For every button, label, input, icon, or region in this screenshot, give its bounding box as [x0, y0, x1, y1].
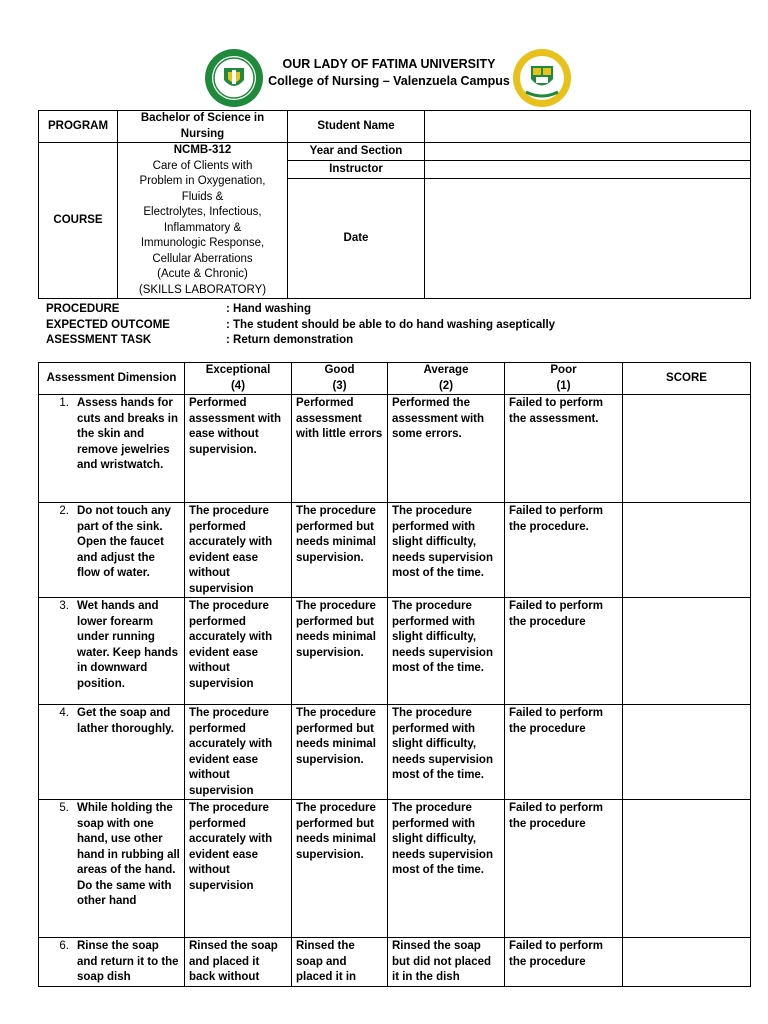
dimension-text: Get the soap and lather thoroughly.	[77, 707, 174, 735]
header-exceptional	[185, 363, 292, 395]
exceptional-cell: Performed assessment with ease without supervision.	[185, 395, 292, 503]
poor-cell: Failed to perform the procedure.	[505, 503, 623, 598]
course-title-line: Problem in Oxygenation,	[139, 175, 266, 187]
course-details	[118, 143, 288, 299]
header-average	[388, 363, 505, 395]
good-cell: The procedure performed but needs minimal supervision.	[292, 705, 388, 800]
exceptional-cell: The procedure performed accurately with evident ease without supervision	[185, 503, 292, 598]
nursing-crest-icon	[512, 48, 572, 108]
average-cell: Performed the assessment with some errors.	[388, 395, 505, 503]
table-row	[39, 598, 751, 705]
score-field[interactable]	[623, 938, 751, 987]
course-title-line: (SKILLS LABORATORY)	[138, 283, 267, 296]
course-title-line: Care of Clients with	[152, 159, 253, 172]
date-field[interactable]	[425, 179, 751, 299]
course-title-line: Electrolytes, Infectious,	[143, 206, 262, 218]
exceptional-cell: The procedure performed accurately with evident ease without supervision	[185, 800, 292, 938]
student-name-label: Student Name	[288, 111, 425, 143]
info-table	[38, 110, 751, 299]
row-number: 3.	[59, 600, 69, 612]
student-name-field[interactable]	[425, 111, 751, 143]
task-label: ASESSMENT TASK	[46, 334, 152, 346]
average-cell: The procedure performed with slight difficulty, needs supervision most of the time.	[388, 800, 505, 938]
program-label: PROGRAM	[39, 111, 118, 143]
poor-cell: Failed to perform the assessment.	[505, 395, 623, 503]
course-label: COURSE	[39, 143, 118, 299]
row-number: 5.	[59, 802, 69, 814]
procedure-label: PROCEDURE	[46, 303, 120, 315]
score-field[interactable]	[623, 705, 751, 800]
dimension-cell	[39, 800, 185, 938]
score-field[interactable]	[623, 503, 751, 598]
year-section-field[interactable]	[425, 143, 751, 161]
table-row	[39, 938, 751, 987]
header-poor-label: Poor	[550, 364, 577, 376]
college-name: College of Nursing – Valenzuela Campus	[268, 74, 510, 88]
rubric-table	[38, 362, 751, 987]
course-title-line: Cellular Aberrations	[152, 252, 253, 265]
table-row	[39, 503, 751, 598]
outcome-value: : The student should be able to do hand washing aseptically	[226, 318, 556, 331]
good-cell: The procedure performed but needs minimal supervision.	[292, 503, 388, 598]
row-number: 4.	[59, 707, 69, 719]
header-dimension: Assessment Dimension	[39, 363, 185, 395]
dimension-cell	[39, 598, 185, 705]
course-title-line: Inflammatory &	[163, 221, 242, 234]
average-cell: The procedure performed with slight difficulty, needs supervision most of the time.	[388, 705, 505, 800]
good-cell: The procedure performed but needs minimal supervision.	[292, 598, 388, 705]
good-cell: Rinsed the soap and placed it in	[292, 938, 388, 987]
header-poor	[505, 363, 623, 395]
dimension-text: Assess hands for cuts and breaks in the skin and remove jewelries and wristwatch.	[77, 397, 178, 471]
exceptional-cell: The procedure performed accurately with evident ease without supervision	[185, 705, 292, 800]
header-exceptional-label: Exceptional	[205, 364, 271, 376]
dimension-text: Wet hands and lower forearm under running water. Keep hands in downward position.	[77, 600, 178, 690]
header-score: SCORE	[623, 363, 751, 395]
task-value: : Return demonstration	[226, 334, 354, 346]
good-cell: The procedure performed but needs minimal supervision.	[292, 800, 388, 938]
dimension-cell	[39, 395, 185, 503]
average-cell: The procedure performed with slight difficulty, needs supervision most of the time.	[388, 598, 505, 705]
score-field[interactable]	[623, 395, 751, 503]
dimension-cell	[39, 503, 185, 598]
header-average-label: Average	[423, 364, 469, 376]
average-cell: The procedure performed with slight difficulty, needs supervision most of the time.	[388, 503, 505, 598]
row-number: 2.	[59, 505, 69, 517]
university-name: OUR LADY OF FATIMA UNIVERSITY	[282, 57, 496, 71]
dimension-text: Rinse the soap and return it to the soap dish	[77, 940, 179, 983]
procedure-value: : Hand washing	[226, 303, 311, 315]
instructor-field[interactable]	[425, 161, 751, 179]
dimension-text: While holding the soap with one hand, use other hand in rubbing all areas of the hand. Do the same with other hand	[77, 802, 180, 907]
header-good-label: Good	[324, 364, 355, 376]
procedure-block	[46, 302, 746, 349]
course-title-line: Fluids &	[181, 190, 224, 203]
exceptional-cell: The procedure performed accurately with evident ease without supervision	[185, 598, 292, 705]
average-cell: Rinsed the soap but did not placed it in the dish	[388, 938, 505, 987]
outcome-label: EXPECTED OUTCOME	[46, 318, 170, 331]
header-poor-points: (1)	[556, 379, 571, 392]
year-section-label: Year and Section	[288, 143, 425, 161]
row-number: 1.	[59, 397, 69, 409]
header-exceptional-points: (4)	[230, 379, 246, 392]
program-value: Bachelor of Science in Nursing	[118, 111, 288, 143]
university-seal-icon	[204, 48, 264, 108]
table-row	[39, 705, 751, 800]
course-title-line: Immunologic Response,	[140, 237, 265, 249]
dimension-cell	[39, 705, 185, 800]
poor-cell: Failed to perform the procedure	[505, 800, 623, 938]
dimension-text: Do not touch any part of the sink. Open the faucet and adjust the flow of water.	[77, 505, 171, 579]
header-average-points: (2)	[438, 379, 454, 392]
poor-cell: Failed to perform the procedure	[505, 598, 623, 705]
course-code: NCMB-312	[173, 144, 232, 156]
dimension-cell	[39, 938, 185, 987]
header-good	[292, 363, 388, 395]
good-cell: Performed assessment with little errors	[292, 395, 388, 503]
row-number: 6.	[59, 940, 69, 952]
instructor-label: Instructor	[288, 161, 425, 179]
header-good-points: (3)	[332, 379, 347, 392]
score-field[interactable]	[623, 598, 751, 705]
course-title-line: (Acute & Chronic)	[157, 268, 248, 280]
exceptional-cell: Rinsed the soap and placed it back without	[185, 938, 292, 987]
table-row	[39, 800, 751, 938]
score-field[interactable]	[623, 800, 751, 938]
poor-cell: Failed to perform the procedure	[505, 705, 623, 800]
poor-cell: Failed to perform the procedure	[505, 938, 623, 987]
date-label: Date	[288, 179, 425, 299]
table-row	[39, 395, 751, 503]
